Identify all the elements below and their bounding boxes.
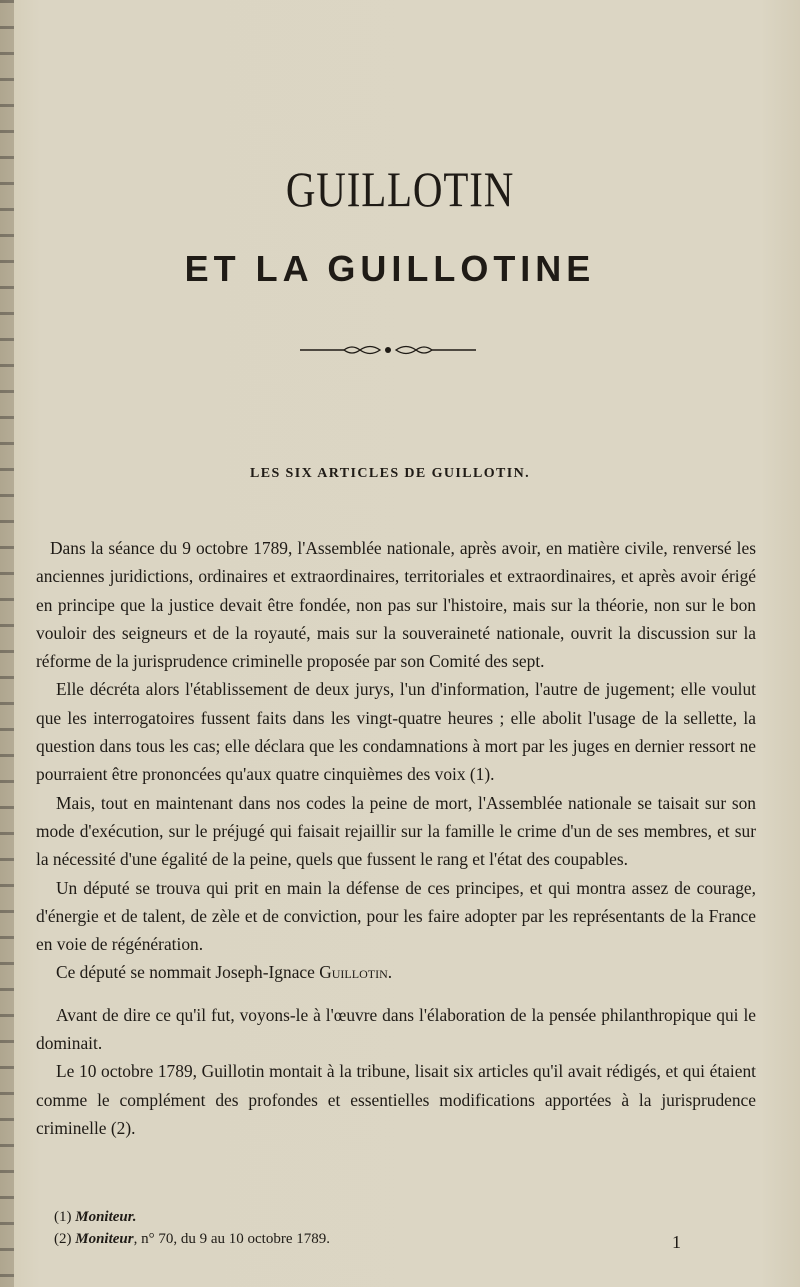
- ornament-divider-icon: [300, 340, 476, 360]
- footnote-source: Moniteur.: [75, 1209, 137, 1225]
- footnote-rest: , n° 70, du 9 au 10 octobre 1789.: [133, 1231, 330, 1247]
- deputy-paragraph: [36, 958, 756, 986]
- paragraph: Avant de dire ce qu'il fut, voyons-le à l'œuvre dans l'élaboration de la pensée philanthropique qui le dominait.: [36, 1004, 756, 1054]
- page-number: 1: [672, 1232, 681, 1252]
- footnote: [54, 1206, 654, 1228]
- footnote: [54, 1228, 654, 1250]
- paragraph: Mais, tout en maintenant dans nos codes la peine de mort, l'Assemblée nationale se taisait sur son mode d'exécution, sur le préjugé qui faisait rejaillir sur la famille le crime d'un de ses membres, et sur la nécessité d'une égalité de la peine, quels que fussent le rang et l'état des coupables.: [36, 792, 756, 870]
- paragraph: Un député se trouva qui prit en main la défense de ces principes, et qui montra assez de courage, d'énergie et de talent, de zèle et de conviction, pour les faire adopter par les représentants de la France en voie de régénération.: [36, 877, 756, 955]
- paragraph: Elle décréta alors l'établissement de deux jurys, l'un d'information, l'autre de jugement; elle voulut que les interrogatoires fussent faits dans les vingt-quatre heures ; elle abolit l'usage de la sellette, la question dans tous les cas; elle déclara que les condamnations à mort par les juges en dernier ressort ne pourraient être prononcées qu'aux quatre cinquièmes des voix (1).: [36, 679, 756, 785]
- section-heading: LES SIX ARTICLES DE GUILLOTIN.: [250, 466, 530, 481]
- deputy-prefix: Ce député se nommait Joseph-Ignace: [56, 962, 320, 983]
- footnote-mark: (2): [54, 1231, 72, 1247]
- deputy-name: Guillotin: [319, 962, 388, 983]
- paragraph: Dans la séance du 9 octobre 1789, l'Assemblée nationale, après avoir, en matière civile, renversé les anciennes juridictions, ordinaires et extraordinaires, territoriales et extraordinaires, et après avoir érigé en principe que la justice devait être fondée, non pas sur l'histoire, mais sur la théorie, non sur le bon vouloir des seigneurs et de la royauté, mais sur la souveraineté nationale, ouvrit la discussion sur la réforme de la jurisprudence criminelle proposée par son Comité des sept.: [36, 538, 756, 672]
- body-text: [36, 534, 756, 1142]
- page-title: GUILLOTIN: [285, 161, 515, 217]
- page-subtitle: ET LA GUILLOTINE: [184, 248, 596, 289]
- footnote-source: Moniteur: [75, 1231, 134, 1247]
- book-binding-edge: [0, 0, 14, 1287]
- footnotes: [54, 1206, 654, 1250]
- footnote-mark: (1): [54, 1209, 72, 1225]
- deputy-suffix: .: [387, 962, 393, 983]
- paragraph: Le 10 octobre 1789, Guillotin montait à la tribune, lisait six articles qu'il avait rédigés, et qui étaient comme le complément des profondes et essentielles modifications apportées à la jurisprudence criminelle (2).: [36, 1061, 756, 1138]
